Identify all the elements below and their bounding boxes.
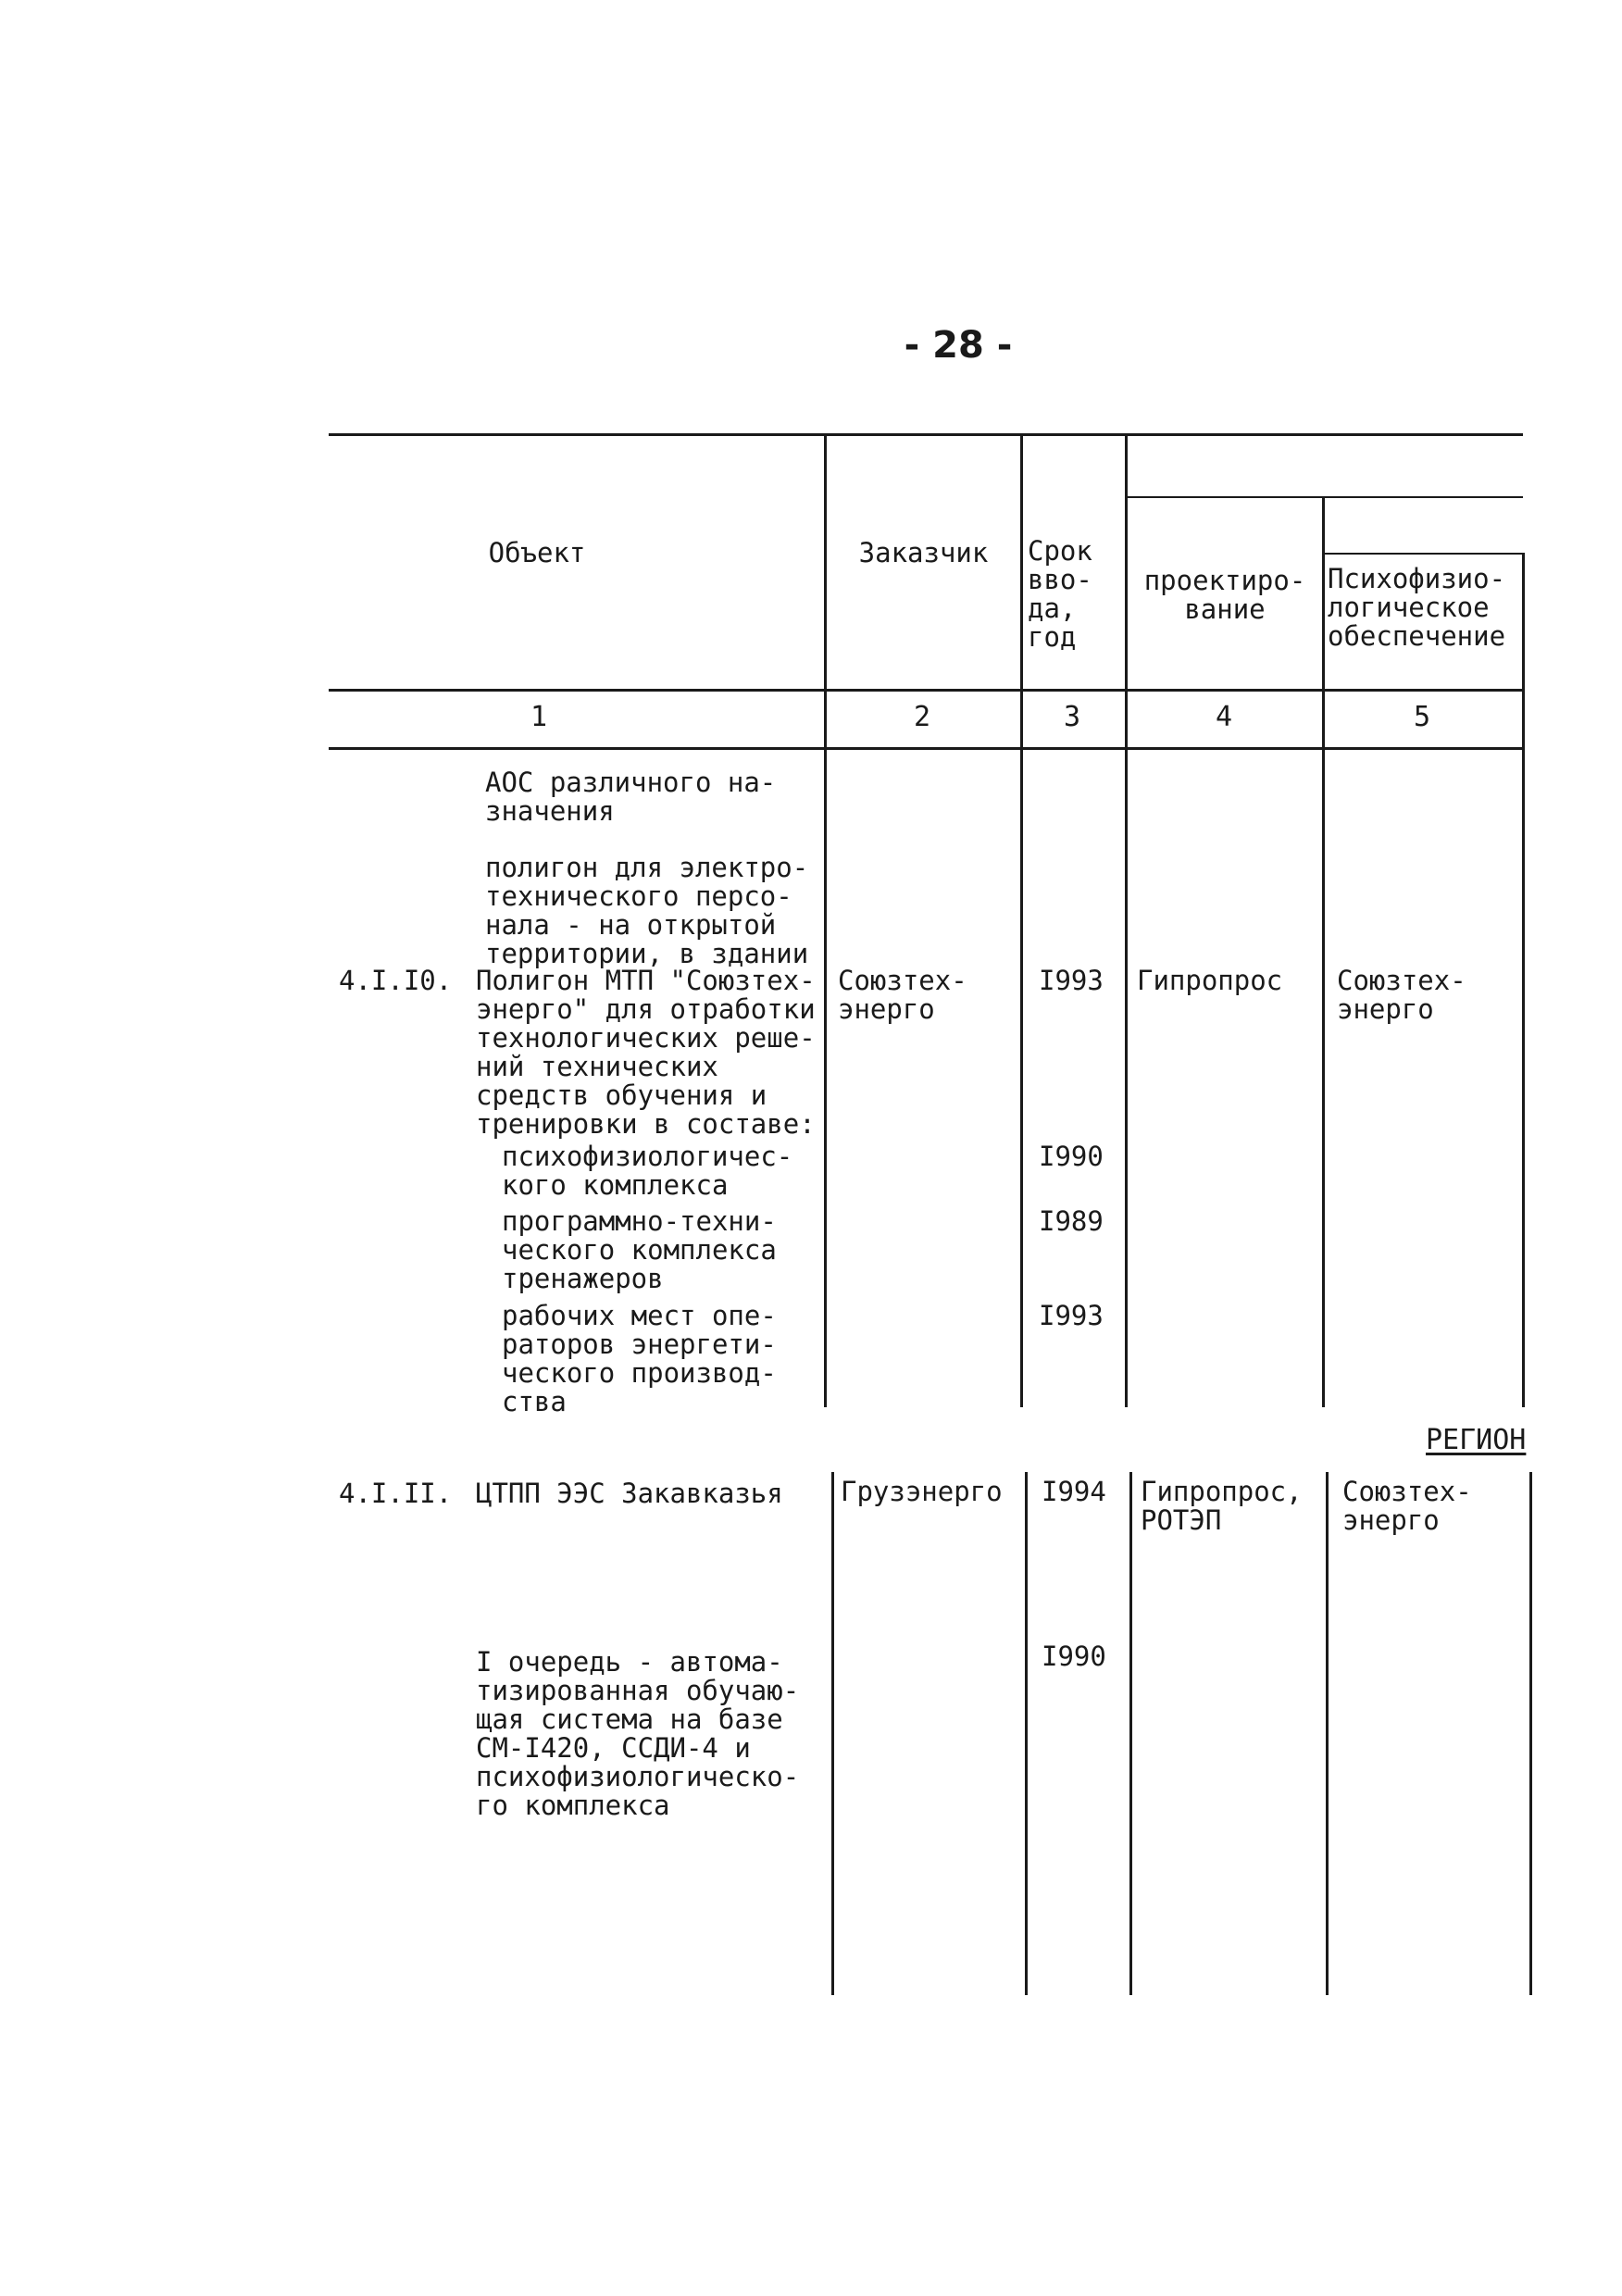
column-number-5: 5 [1413,701,1431,733]
col-divider-4 [1322,496,1325,1407]
table-top-rule [329,433,1523,436]
col-divider-2b [1025,1472,1028,1995]
column-number-3: 3 [1063,701,1081,733]
section2-number: 4.I.II. [339,1478,453,1509]
section1-intro-aos: АОС различного на- значения [485,767,777,827]
header-subrule-2 [1324,553,1523,555]
section1-number: 4.I.I0. [339,965,453,996]
col-divider-1 [824,433,827,1407]
section1-subitem-text: рабочих мест опе- раторов энергети- ческого производ- ства [502,1300,777,1417]
section2-subitem-text: I очередь - автома- тизированная обучаю- щая система на базе СМ-I420, ССДИ-4 и психофизиологическо- го комплекса [476,1646,800,1821]
header-design: проектиро- вание [1143,565,1306,625]
section1-subitem-text: психофизиологичес- кого комплекса [502,1141,793,1201]
region-heading: РЕГИОН [1426,1424,1527,1456]
section1-design: Гипропрос [1137,965,1283,996]
section1-subitem-year: I993 [1039,1300,1104,1331]
col-divider-5b [1529,1472,1532,1995]
section2-subitem-year: I990 [1042,1641,1106,1672]
section1-psycho: Союзтех- энерго [1337,965,1466,1025]
column-number-2: 2 [913,701,931,733]
col-divider-1b [831,1472,834,1995]
header-customer: Заказчик [858,537,989,568]
col-divider-5 [1522,553,1525,1407]
section2-object: ЦТПП ЭЭС Закавказья [476,1478,783,1509]
section2-psycho: Союзтех- энерго [1342,1476,1472,1536]
section1-subitem-text: программно-техни- ческого комплекса тренажеров [502,1205,777,1294]
col-divider-2 [1020,433,1023,1407]
section1-subitem-year: I990 [1039,1141,1104,1172]
section2-customer: Грузэнерго [841,1476,1003,1507]
header-bottom-rule [329,689,1523,692]
column-number-1: 1 [530,701,548,733]
col-divider-4b [1326,1472,1329,1995]
section1-object: Полигон МТП "Союзтех- энерго" для отработки технологических реше- ний технических средств обучения и тренировки в составе: [476,965,816,1140]
section1-intro-polygon: полигон для электро- технического персо- нала - на открытой территории, в здании [485,852,809,969]
section2-design: Гипропрос, РОТЭП [1141,1476,1303,1536]
header-term: Срок вво- да, год [1028,535,1092,653]
column-number-4: 4 [1215,701,1233,733]
col-divider-3b [1129,1472,1132,1995]
header-object: Объект [488,537,586,568]
section1-customer: Союзтех- энерго [838,965,967,1025]
section1-year: I993 [1039,965,1104,996]
section2-year: I994 [1042,1476,1106,1507]
colnum-bottom-rule [329,747,1523,750]
header-psycho: Психофизио- логическое обеспечение [1328,563,1506,652]
section1-subitem-year: I989 [1039,1205,1104,1237]
page-number: - 28 - [904,324,1013,367]
